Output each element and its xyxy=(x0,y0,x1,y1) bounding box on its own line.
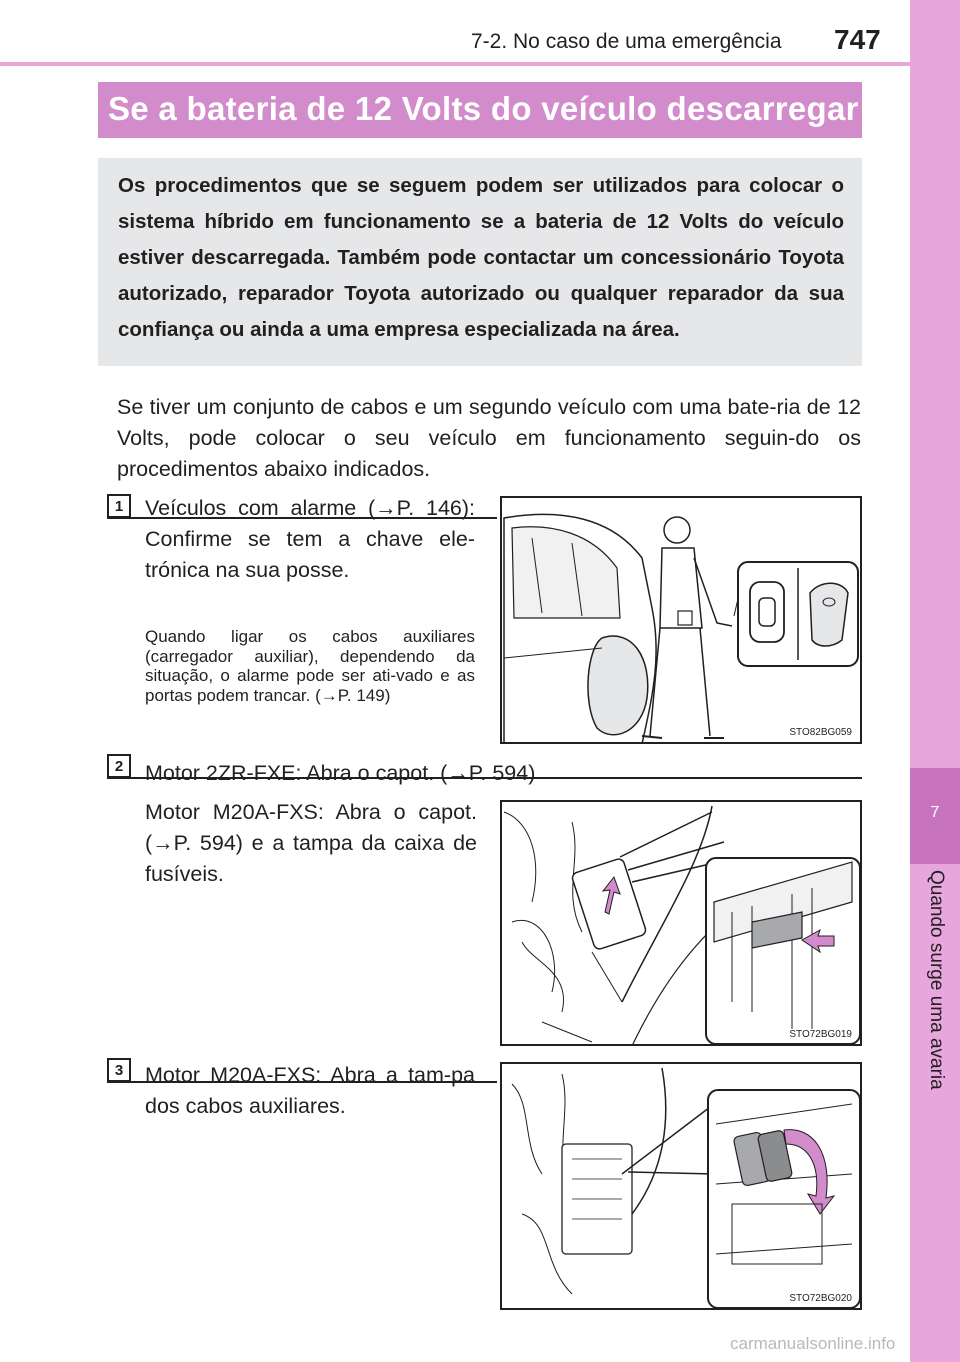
step-2-text-alt: Motor M20A-FXS: Abra o capot. (→P. 594) e a tampa da caixa de fusíveis. xyxy=(145,800,477,886)
step-3-text: Motor M20A-FXS: Abra a tam-pa dos cabos auxiliares. xyxy=(145,1063,475,1118)
figure-2-code: STO72BG019 xyxy=(789,1029,852,1040)
figure-key-alarm xyxy=(500,496,862,744)
figure-fuse-box-illustration xyxy=(502,802,862,1046)
header-rule xyxy=(0,62,910,66)
step-1-text: Veículos com alarme (→P. 146): Confirme se tem a chave ele-trónica na sua posse. xyxy=(145,496,475,582)
figure-fuse-box xyxy=(500,800,862,1046)
chapter-side-tab xyxy=(910,0,960,1362)
figure-key-alarm-illustration xyxy=(502,498,862,744)
footer-watermark: carmanualsonline.info xyxy=(730,1334,896,1353)
section-title: Se a bateria de 12 Volts do veículo descarregar xyxy=(108,90,859,127)
running-header-section: 7-2. No caso de uma emergência xyxy=(471,30,782,53)
figure-3-code: STO72BG020 xyxy=(789,1293,852,1304)
intro-text: Os procedimentos que se seguem podem ser utilizados para colocar o sistema híbrido em funcionamento se a bateria de 12 Volts do veículo estiver descarregada. Também pode contactar um concessionário Toyota autorizado, reparador Toyota autorizado ou qualquer reparador da sua confiança ou ainda a uma empresa especializada na área. xyxy=(118,174,844,341)
step-2-text: Motor 2ZR-FXE: Abra o capot. (→P. 594) xyxy=(145,761,536,785)
step-3-badge: 3 xyxy=(107,1058,131,1082)
figure-jumper-cover-illustration xyxy=(502,1064,862,1310)
body-paragraph: Se tiver um conjunto de cabos e um segundo veículo com uma bate-ria de 12 Volts, pode colocar o seu veículo em funcionamento seguin-do os procedimentos abaixo indicados. xyxy=(117,395,861,481)
section-title-bar xyxy=(98,82,862,138)
chapter-number: 7 xyxy=(930,804,940,821)
page-number: 747 xyxy=(834,24,881,55)
intro-box xyxy=(98,158,862,366)
step-2-badge: 2 xyxy=(107,754,131,778)
figure-1-code: STO82BG059 xyxy=(789,727,852,738)
step-1-note: Quando ligar os cabos auxiliares (carregador auxiliar), dependendo da situação, o alarme pode ser ati-vado e as portas podem trancar. (→P. 149) xyxy=(145,627,475,705)
step-1-badge: 1 xyxy=(107,494,131,518)
figure-jumper-cover xyxy=(500,1062,862,1310)
chapter-title: Quando surge uma avaria xyxy=(926,870,947,1090)
